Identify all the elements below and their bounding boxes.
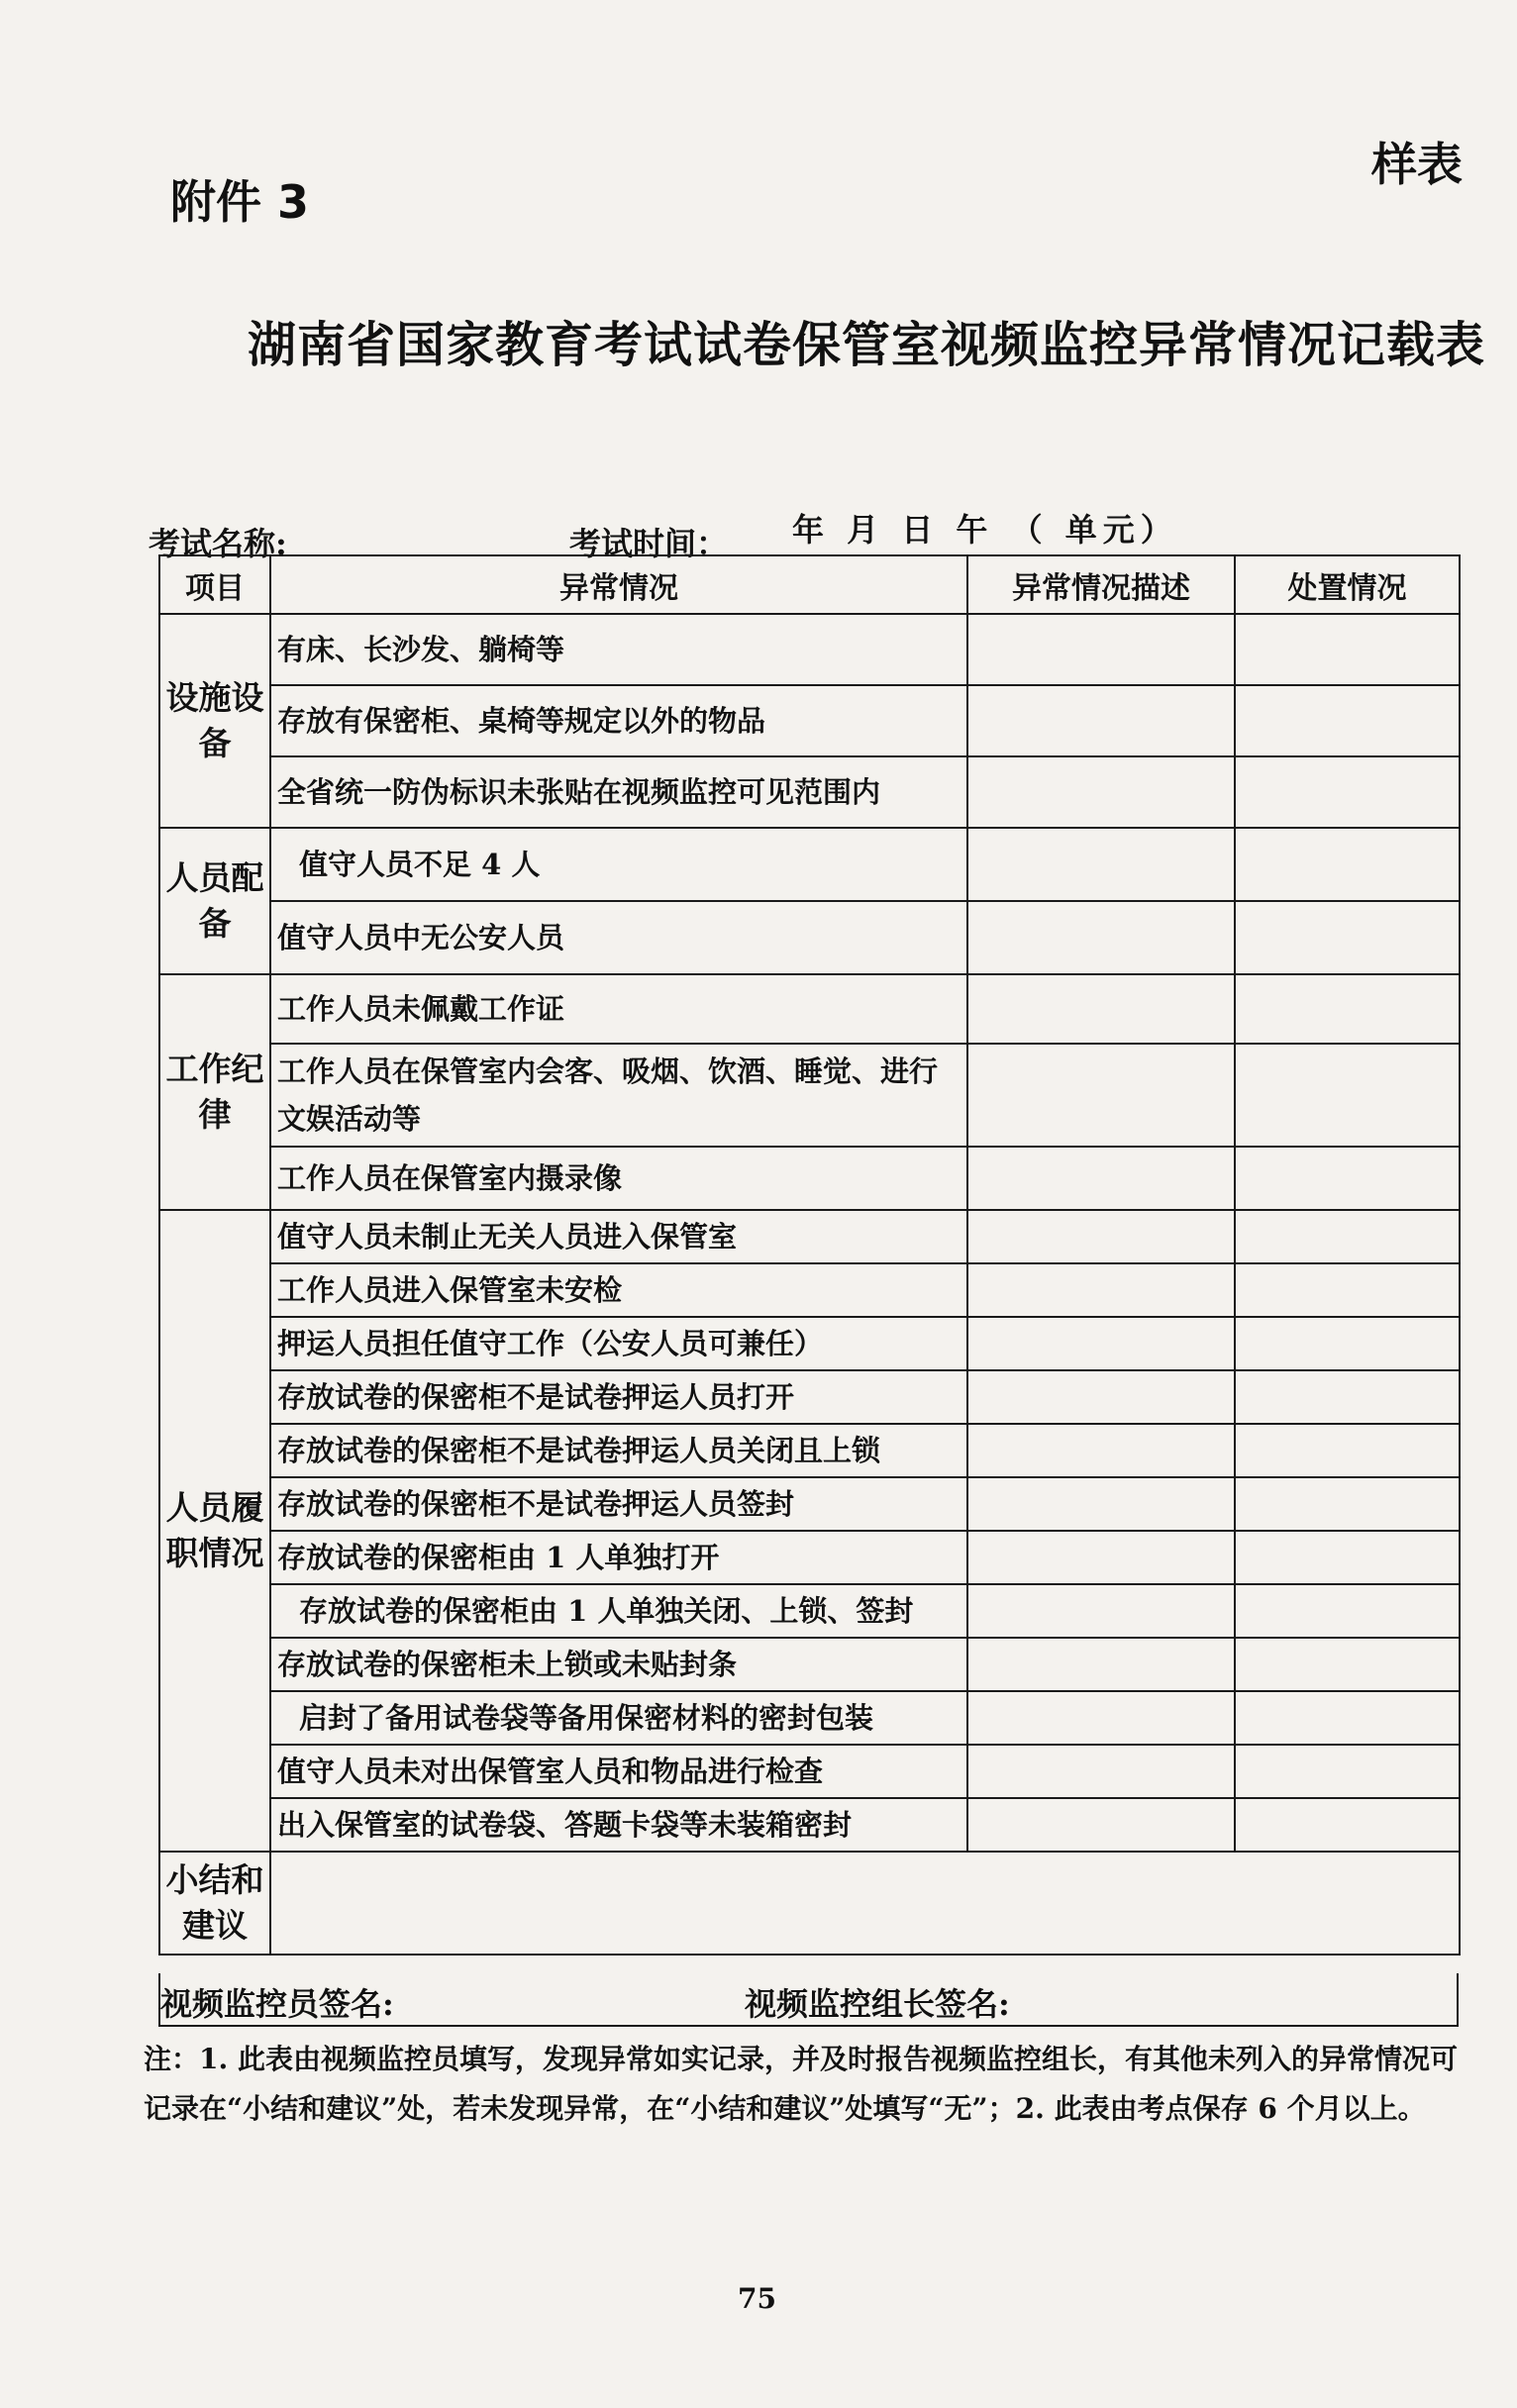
item-text: 存放有保密柜、桌椅等规定以外的物品 bbox=[270, 685, 967, 756]
description-cell[interactable] bbox=[967, 1477, 1235, 1531]
summary-row bbox=[159, 1852, 1460, 1955]
item-text: 工作人员在保管室内摄录像 bbox=[270, 1147, 967, 1210]
col-header-handling: 处置情况 bbox=[1235, 555, 1460, 614]
table-row bbox=[159, 1044, 1460, 1147]
table-row bbox=[159, 828, 1460, 901]
attachment-label: 附件 3 bbox=[170, 175, 310, 229]
handling-cell[interactable] bbox=[1235, 1745, 1460, 1798]
handling-cell[interactable] bbox=[1235, 1691, 1460, 1745]
table-row bbox=[159, 1745, 1460, 1798]
item-text: 押运人员担任值守工作（公安人员可兼任） bbox=[270, 1317, 967, 1370]
footnote: 注：1. 此表由视频监控员填写，发现异常如实记录，并及时报告视频监控组长，有其他未列入的异常情况可记录在“小结和建议”处，若未发现异常，在“小结和建议”处填写“无”；2. 此表由考点保存 6 个月以上。 bbox=[144, 2043, 1458, 2125]
item-text: 存放试卷的保密柜未上锁或未贴封条 bbox=[270, 1638, 967, 1691]
item-text: 存放试卷的保密柜不是试卷押运人员签封 bbox=[270, 1477, 967, 1531]
handling-cell[interactable] bbox=[1235, 1263, 1460, 1317]
col-header-anomaly: 异常情况 bbox=[270, 555, 967, 614]
item-text: 工作人员未佩戴工作证 bbox=[270, 974, 967, 1044]
monitor-signature-label: 视频监控员签名: bbox=[160, 1985, 394, 2023]
handling-cell[interactable] bbox=[1235, 828, 1460, 901]
description-cell[interactable] bbox=[967, 1210, 1235, 1263]
handling-cell[interactable] bbox=[1235, 1424, 1460, 1477]
table-row bbox=[159, 1210, 1460, 1263]
handling-cell[interactable] bbox=[1235, 901, 1460, 974]
description-cell[interactable] bbox=[967, 1638, 1235, 1691]
item-text: 有床、长沙发、躺椅等 bbox=[270, 614, 967, 685]
table-row bbox=[159, 1370, 1460, 1424]
table-row bbox=[159, 1263, 1460, 1317]
col-header-description: 异常情况描述 bbox=[967, 555, 1235, 614]
table-row bbox=[159, 1531, 1460, 1584]
description-cell[interactable] bbox=[967, 1745, 1235, 1798]
item-text: 存放试卷的保密柜不是试卷押运人员打开 bbox=[270, 1370, 967, 1424]
handling-cell[interactable] bbox=[1235, 1370, 1460, 1424]
handling-cell[interactable] bbox=[1235, 685, 1460, 756]
handling-cell[interactable] bbox=[1235, 1044, 1460, 1147]
handling-cell[interactable] bbox=[1235, 974, 1460, 1044]
table-row bbox=[159, 685, 1460, 756]
description-cell[interactable] bbox=[967, 1317, 1235, 1370]
category-duty: 人员履职情况 bbox=[159, 1210, 270, 1852]
item-text: 全省统一防伪标识未张贴在视频监控可见范围内 bbox=[270, 756, 967, 828]
description-cell[interactable] bbox=[967, 828, 1235, 901]
item-text: 值守人员中无公安人员 bbox=[270, 901, 967, 974]
item-text: 存放试卷的保密柜不是试卷押运人员关闭且上锁 bbox=[270, 1424, 967, 1477]
item-text: 值守人员未对出保管室人员和物品进行检查 bbox=[270, 1745, 967, 1798]
record-table bbox=[158, 554, 1461, 1956]
description-cell[interactable] bbox=[967, 1798, 1235, 1852]
handling-cell[interactable] bbox=[1235, 1210, 1460, 1263]
sample-label: 样表 bbox=[1371, 138, 1463, 191]
page-title: 湖南省国家教育考试试卷保管室视频监控异常情况记载表 bbox=[248, 316, 1486, 373]
description-cell[interactable] bbox=[967, 1263, 1235, 1317]
description-cell[interactable] bbox=[967, 1147, 1235, 1210]
category-discipline: 工作纪律 bbox=[159, 974, 270, 1210]
table-row bbox=[159, 901, 1460, 974]
description-cell[interactable] bbox=[967, 1531, 1235, 1584]
description-cell[interactable] bbox=[967, 1691, 1235, 1745]
table-row bbox=[159, 1317, 1460, 1370]
table-row bbox=[159, 1147, 1460, 1210]
handling-cell[interactable] bbox=[1235, 1477, 1460, 1531]
item-text: 工作人员进入保管室未安检 bbox=[270, 1263, 967, 1317]
description-cell[interactable] bbox=[967, 685, 1235, 756]
table-row bbox=[159, 614, 1460, 685]
item-text: 工作人员在保管室内会客、吸烟、饮酒、睡觉、进行文娱活动等 bbox=[270, 1044, 967, 1147]
handling-cell[interactable] bbox=[1235, 614, 1460, 685]
exam-name-label: 考试名称: bbox=[149, 525, 287, 562]
col-header-item: 项目 bbox=[159, 555, 270, 614]
handling-cell[interactable] bbox=[1235, 1638, 1460, 1691]
description-cell[interactable] bbox=[967, 974, 1235, 1044]
item-text: 启封了备用试卷袋等备用保密材料的密封包装 bbox=[270, 1691, 967, 1745]
item-text: 出入保管室的试卷袋、答题卡袋等未装箱密封 bbox=[270, 1798, 967, 1852]
description-cell[interactable] bbox=[967, 1584, 1235, 1638]
handling-cell[interactable] bbox=[1235, 1798, 1460, 1852]
summary-cell[interactable] bbox=[270, 1852, 1460, 1955]
leader-signature-label: 视频监控组长签名: bbox=[745, 1985, 1010, 2023]
table-row bbox=[159, 1798, 1460, 1852]
handling-cell[interactable] bbox=[1235, 1147, 1460, 1210]
handling-cell[interactable] bbox=[1235, 1531, 1460, 1584]
description-cell[interactable] bbox=[967, 1370, 1235, 1424]
category-facilities: 设施设备 bbox=[159, 614, 270, 828]
table-row bbox=[159, 1691, 1460, 1745]
table-row bbox=[159, 1477, 1460, 1531]
signature-row bbox=[158, 1973, 1459, 2027]
page-number: 75 bbox=[738, 2282, 776, 2315]
table-header-row bbox=[159, 555, 1460, 614]
handling-cell[interactable] bbox=[1235, 756, 1460, 828]
item-text: 值守人员不足 4 人 bbox=[270, 828, 967, 901]
item-text: 存放试卷的保密柜由 1 人单独打开 bbox=[270, 1531, 967, 1584]
table-row bbox=[159, 756, 1460, 828]
item-text: 值守人员未制止无关人员进入保管室 bbox=[270, 1210, 967, 1263]
description-cell[interactable] bbox=[967, 1424, 1235, 1477]
description-cell[interactable] bbox=[967, 1044, 1235, 1147]
category-summary: 小结和建议 bbox=[159, 1852, 270, 1955]
table-row bbox=[159, 974, 1460, 1044]
description-cell[interactable] bbox=[967, 756, 1235, 828]
exam-info-line bbox=[149, 505, 1456, 562]
item-text: 存放试卷的保密柜由 1 人单独关闭、上锁、签封 bbox=[270, 1584, 967, 1638]
description-cell[interactable] bbox=[967, 614, 1235, 685]
exam-time-format: 年 月 日 午 （ 单元） bbox=[792, 511, 1178, 549]
table-row bbox=[159, 1638, 1460, 1691]
handling-cell[interactable] bbox=[1235, 1584, 1460, 1638]
table-row bbox=[159, 1424, 1460, 1477]
handling-cell[interactable] bbox=[1235, 1317, 1460, 1370]
description-cell[interactable] bbox=[967, 901, 1235, 974]
table-row bbox=[159, 1584, 1460, 1638]
category-staffing: 人员配备 bbox=[159, 828, 270, 974]
exam-time-label: 考试时间： bbox=[569, 525, 729, 562]
